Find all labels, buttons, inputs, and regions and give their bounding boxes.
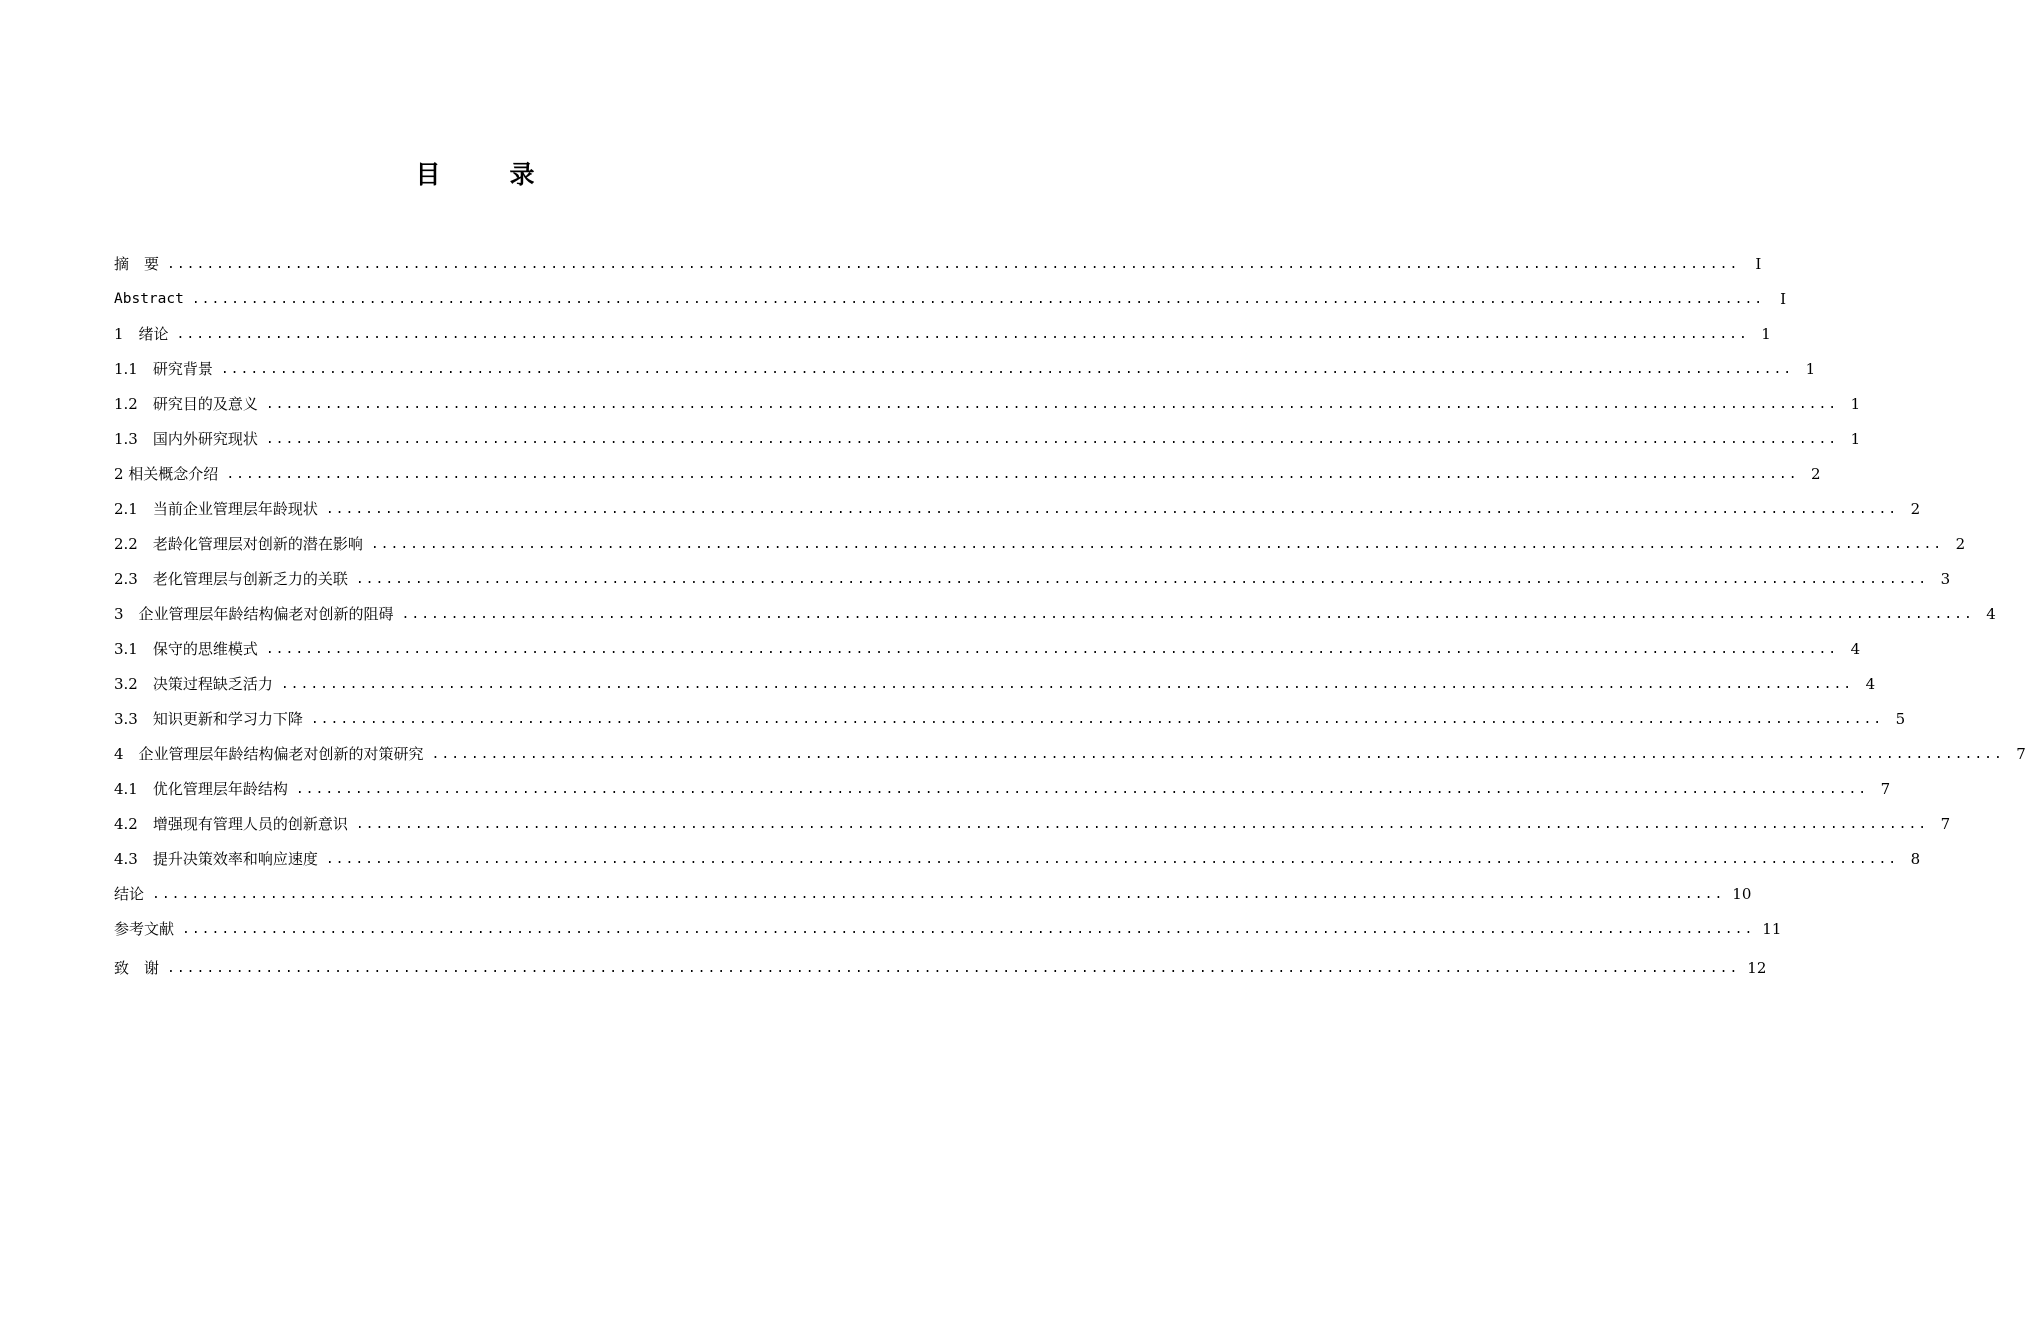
- toc-entry-label: 参考文献: [114, 919, 175, 938]
- toc-entry-chapter-3[interactable]: [114, 596, 1996, 631]
- toc-entry-section-4-3[interactable]: [114, 841, 1921, 876]
- toc-page-number: 4: [1986, 604, 1996, 623]
- toc-entry-chapter-2[interactable]: [114, 456, 1821, 491]
- toc-dot-leader: ................................................................................................................................................................: [370, 536, 1944, 552]
- toc-entry-section-4-2[interactable]: [114, 806, 1951, 841]
- toc-dot-leader: ................................................................................................................................................................: [152, 886, 1725, 902]
- toc-entry-label: 4 企业管理层年龄结构偏老对创新的对策研究: [114, 744, 424, 763]
- toc-page-number: 1: [1805, 359, 1816, 378]
- toc-dot-leader: ................................................................................................................................................................: [325, 501, 1899, 517]
- toc-entry-chapter-1[interactable]: [114, 316, 1771, 351]
- toc-entry-section-3-1[interactable]: [114, 631, 1861, 666]
- table-of-contents: [114, 246, 2026, 985]
- toc-entry-label: Abstract: [114, 290, 184, 307]
- toc-page-number: 1: [1850, 394, 1861, 413]
- toc-entry-section-2-1[interactable]: [114, 491, 1921, 526]
- toc-dot-leader: ................................................................................................................................................................: [265, 396, 1839, 412]
- toc-entry-abstract-cn[interactable]: [114, 246, 1762, 281]
- toc-entry-label: 1.3 国内外研究现状: [114, 429, 258, 448]
- toc-page-number: 2: [1811, 464, 1821, 483]
- toc-dot-leader: ................................................................................................................................................................: [167, 960, 1740, 976]
- toc-dot-leader: ................................................................................................................................................................: [182, 921, 1755, 937]
- toc-entry-references[interactable]: [114, 911, 1782, 946]
- toc-entry-label: 2.2 老龄化管理层对创新的潜在影响: [114, 534, 363, 553]
- toc-entry-label: 2.3 老化管理层与创新乏力的关联: [114, 569, 348, 588]
- toc-dot-leader: ................................................................................................................................................................: [431, 746, 2004, 762]
- toc-dot-leader: ................................................................................................................................................................: [191, 291, 1765, 307]
- toc-dot-leader: ................................................................................................................................................................: [265, 431, 1839, 447]
- toc-page-number: 1: [1761, 324, 1771, 343]
- toc-page-number: 12: [1747, 958, 1767, 977]
- toc-page-number: 5: [1895, 709, 1906, 728]
- toc-dot-leader: ................................................................................................................................................................: [355, 816, 1929, 832]
- toc-entry-label: 4.1 优化管理层年龄结构: [114, 779, 288, 798]
- toc-dot-leader: ................................................................................................................................................................: [220, 361, 1794, 377]
- toc-page-number: 3: [1940, 569, 1951, 588]
- toc-page-number: 4: [1850, 639, 1861, 658]
- toc-page-number: 1: [1850, 429, 1861, 448]
- toc-dot-leader: ................................................................................................................................................................: [325, 851, 1899, 867]
- toc-entry-label: 3 企业管理层年龄结构偏老对创新的阻碍: [114, 604, 394, 623]
- toc-entry-label: 3.2 决策过程缺乏活力: [114, 674, 273, 693]
- toc-entry-chapter-4[interactable]: [114, 736, 2026, 771]
- toc-entry-label: 1.2 研究目的及意义: [114, 394, 258, 413]
- toc-page-number: 2: [1910, 499, 1921, 518]
- page-title: 目 录: [415, 160, 557, 189]
- toc-entry-label: 2 相关概念介绍: [114, 464, 219, 483]
- toc-page-number: 2: [1955, 534, 1966, 553]
- toc-entry-label: 4.2 增强现有管理人员的创新意识: [114, 814, 348, 833]
- toc-dot-leader: ................................................................................................................................................................: [226, 466, 1799, 482]
- toc-entry-label: 摘 要: [114, 254, 160, 273]
- toc-dot-leader: ................................................................................................................................................................: [265, 641, 1839, 657]
- toc-page-number: 7: [1880, 779, 1891, 798]
- toc-page-number: 11: [1762, 919, 1782, 938]
- toc-entry-label: 4.3 提升决策效率和响应速度: [114, 849, 318, 868]
- toc-dot-leader: ................................................................................................................................................................: [355, 571, 1929, 587]
- toc-page-number: 8: [1910, 849, 1921, 868]
- toc-entry-conclusion[interactable]: [114, 876, 1752, 911]
- toc-entry-section-1-3[interactable]: [114, 421, 1861, 456]
- toc-dot-leader: ................................................................................................................................................................: [176, 326, 1749, 342]
- toc-entry-label: 1.1 研究背景: [114, 359, 213, 378]
- toc-dot-leader: ................................................................................................................................................................: [310, 711, 1884, 727]
- toc-dot-leader: ................................................................................................................................................................: [401, 606, 1974, 622]
- toc-page-number: 4: [1865, 674, 1876, 693]
- toc-entry-section-3-2[interactable]: [114, 666, 1876, 701]
- toc-entry-label: 3.3 知识更新和学习力下降: [114, 709, 303, 728]
- toc-entry-label: 2.1 当前企业管理层年龄现状: [114, 499, 318, 518]
- toc-entry-section-1-2[interactable]: [114, 386, 1861, 421]
- toc-dot-leader: ................................................................................................................................................................: [167, 256, 1740, 272]
- toc-entry-label: 1 绪论: [114, 324, 169, 343]
- toc-entry-label: 结论: [114, 884, 145, 903]
- toc-entry-section-4-1[interactable]: [114, 771, 1891, 806]
- toc-entry-abstract-en[interactable]: [114, 281, 1787, 316]
- toc-entry-section-2-2[interactable]: [114, 526, 1966, 561]
- toc-page-number: 10: [1732, 884, 1752, 903]
- toc-entry-acknowledgements[interactable]: [114, 950, 1767, 985]
- toc-dot-leader: ................................................................................................................................................................: [295, 781, 1869, 797]
- toc-entry-label: 3.1 保守的思维模式: [114, 639, 258, 658]
- toc-entry-label: 致 谢: [114, 958, 160, 977]
- toc-dot-leader: ................................................................................................................................................................: [280, 676, 1854, 692]
- toc-entry-section-3-3[interactable]: [114, 701, 1906, 736]
- toc-entry-section-1-1[interactable]: [114, 351, 1816, 386]
- toc-page-number: I: [1780, 289, 1787, 308]
- toc-entry-section-2-3[interactable]: [114, 561, 1951, 596]
- toc-page-number: 7: [1940, 814, 1951, 833]
- toc-page-number: I: [1755, 254, 1762, 273]
- toc-page-number: 7: [2016, 744, 2026, 763]
